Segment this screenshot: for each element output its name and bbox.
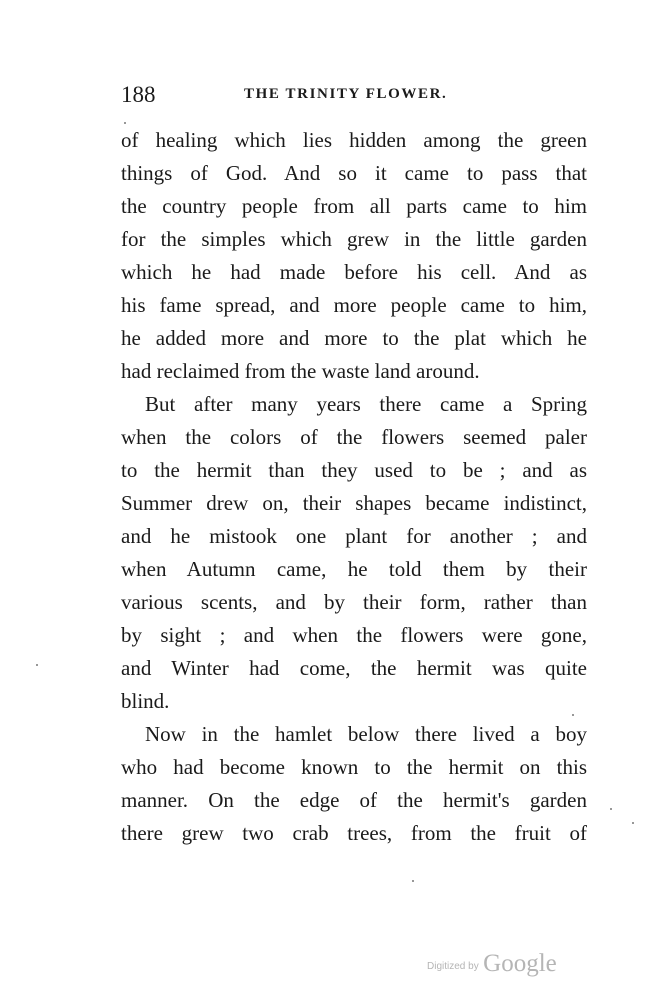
watermark-prefix: Digitized by [427,961,479,972]
page-number: 188 [121,82,156,107]
text-line: there grew two crab trees, from the fruit of [121,821,587,845]
text-line: to the hermit than they used to be ; and as [121,458,587,482]
text-line: who had become known to the hermit on this [121,755,587,779]
text-line: by sight ; and when the flowers were gone, [121,623,587,647]
text-line: things of God. And so it came to pass that [121,161,587,185]
text-line: which he had made before his cell. And as [121,260,587,284]
running-head [121,82,587,108]
text-line: and Winter had come, the hermit was quite [121,656,587,680]
text-line: for the simples which grew in the little garden [121,227,587,251]
digitized-watermark [427,950,557,978]
text-line: of healing which lies hidden among the green [121,128,587,152]
text-line: Summer drew on, their shapes became indistinct, [121,491,587,515]
scan-speck [572,714,574,716]
scan-speck [412,880,414,882]
text-line: his fame spread, and more people came to him, [121,293,587,317]
body-text [121,124,587,850]
text-line: the country people from all parts came to him [121,194,587,218]
running-title: THE TRINITY FLOWER. [244,86,448,102]
scan-speck [610,808,612,810]
text-line: blind. [121,689,170,713]
text-line: he added more and more to the plat which he [121,326,587,350]
text-line: when Autumn came, he told them by their [121,557,587,581]
google-logo: Google [483,950,557,977]
paragraph-start-line: But after many years there came a Spring [145,392,587,416]
scan-speck [632,822,634,824]
text-line: various scents, and by their form, rather than [121,590,587,614]
text-line: and he mistook one plant for another ; and [121,524,587,548]
text-line: had reclaimed from the waste land around. [121,359,480,383]
text-line: when the colors of the flowers seemed paler [121,425,587,449]
scan-speck [36,664,38,666]
paragraph-start-line: Now in the hamlet below there lived a boy [145,722,587,746]
text-line: manner. On the edge of the hermit's garden [121,788,587,812]
scan-speck [124,122,126,124]
